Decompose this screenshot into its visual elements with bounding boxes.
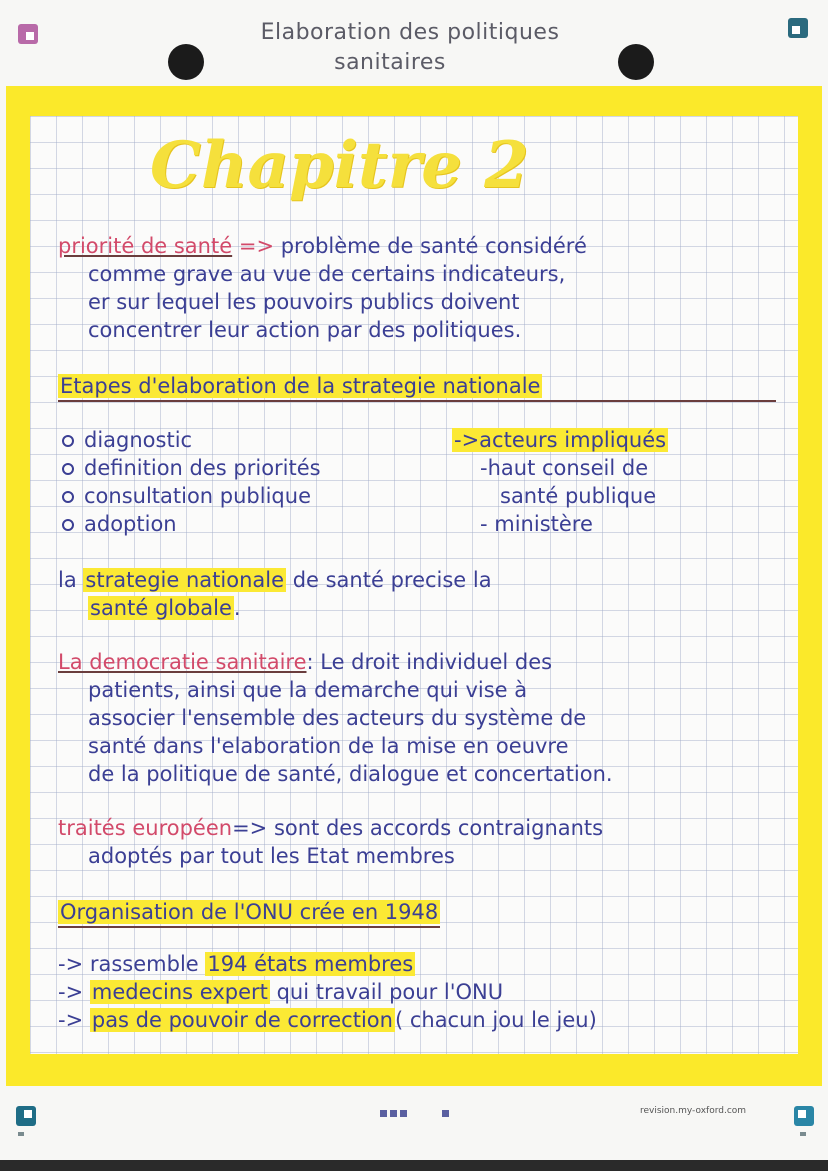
bullet-icon: [62, 463, 74, 475]
section-heading-onu: Organisation de l'ONU crée en 1948: [58, 898, 440, 928]
onu-item: -> rassemble 194 états membres: [58, 952, 414, 976]
treaties-line-2: adoptés par tout les Etat membres: [88, 844, 455, 868]
tick-mark-icon: [18, 1132, 24, 1136]
corner-marker-bottom-right-icon: [794, 1106, 814, 1126]
onu-item: -> medecins expert qui travail pour l'ONU: [58, 980, 504, 1004]
section-heading-etapes: Etapes d'elaboration de la strategie nationale: [58, 372, 776, 402]
democracy-line-2: patients, ainsi que la demarche qui vise à: [88, 678, 528, 702]
actor-item: -haut conseil de: [480, 456, 649, 480]
corner-marker-top-left-icon: [18, 24, 38, 44]
step-item: adoption: [62, 510, 177, 538]
page-dot-icon: [390, 1110, 397, 1117]
democracy-line-3: associer l'ensemble des acteurs du système de: [88, 706, 587, 730]
definition-line-2: comme grave au vue de certains indicateurs,: [88, 262, 566, 286]
treaties-line-1: traités européen=> sont des accords contraignants: [58, 816, 604, 840]
actor-item: santé publique: [500, 484, 657, 508]
bullet-icon: [62, 435, 74, 447]
step-item: definition des priorités: [62, 454, 321, 482]
tick-mark-icon: [800, 1132, 806, 1136]
definition-line-4: concentrer leur action par des politiques.: [88, 318, 522, 342]
actor-item: - ministère: [480, 512, 593, 536]
definition-term: priorité de santé: [58, 234, 233, 258]
page-dot-icon: [442, 1110, 449, 1117]
page-dot-icon: [400, 1110, 407, 1117]
footer-url: revision.my-oxford.com: [640, 1106, 747, 1116]
actors-title: ->acteurs impliqués: [454, 428, 667, 452]
treaties-term: traités européen: [58, 816, 233, 840]
step-item: consultation publique: [62, 482, 311, 510]
strategy-line-1: la strategie nationale de santé precise la: [58, 568, 492, 592]
definition-line-3: er sur lequel les pouvoirs publics doivent: [88, 290, 520, 314]
page-header-title: Elaboration des politiques sanitaires: [260, 20, 560, 75]
step-item: diagnostic: [62, 426, 192, 454]
chapter-title: Chapitre 2: [150, 128, 529, 203]
democracy-line-5: de la politique de santé, dialogue et concertation.: [88, 762, 613, 786]
corner-marker-bottom-left-icon: [16, 1106, 36, 1126]
page-dot-icon: [380, 1110, 387, 1117]
democracy-line-4: santé dans l'elaboration de la mise en oeuvre: [88, 734, 569, 758]
bullet-icon: [62, 519, 74, 531]
democracy-line-1: La democratie sanitaire: Le droit individuel des: [58, 650, 553, 674]
punch-hole-right: [618, 44, 654, 80]
page-indicator: [380, 1110, 460, 1120]
bullet-icon: [62, 491, 74, 503]
punch-hole-left: [168, 44, 204, 80]
definition-line-1: priorité de santé => problème de santé considéré: [58, 234, 587, 258]
onu-item: -> pas de pouvoir de correction( chacun jou le jeu): [58, 1008, 597, 1032]
bottom-edge: [0, 1160, 828, 1171]
strategy-line-2: santé globale.: [90, 596, 241, 620]
democracy-term: La democratie sanitaire: [58, 650, 307, 674]
corner-marker-top-right-icon: [788, 18, 808, 38]
